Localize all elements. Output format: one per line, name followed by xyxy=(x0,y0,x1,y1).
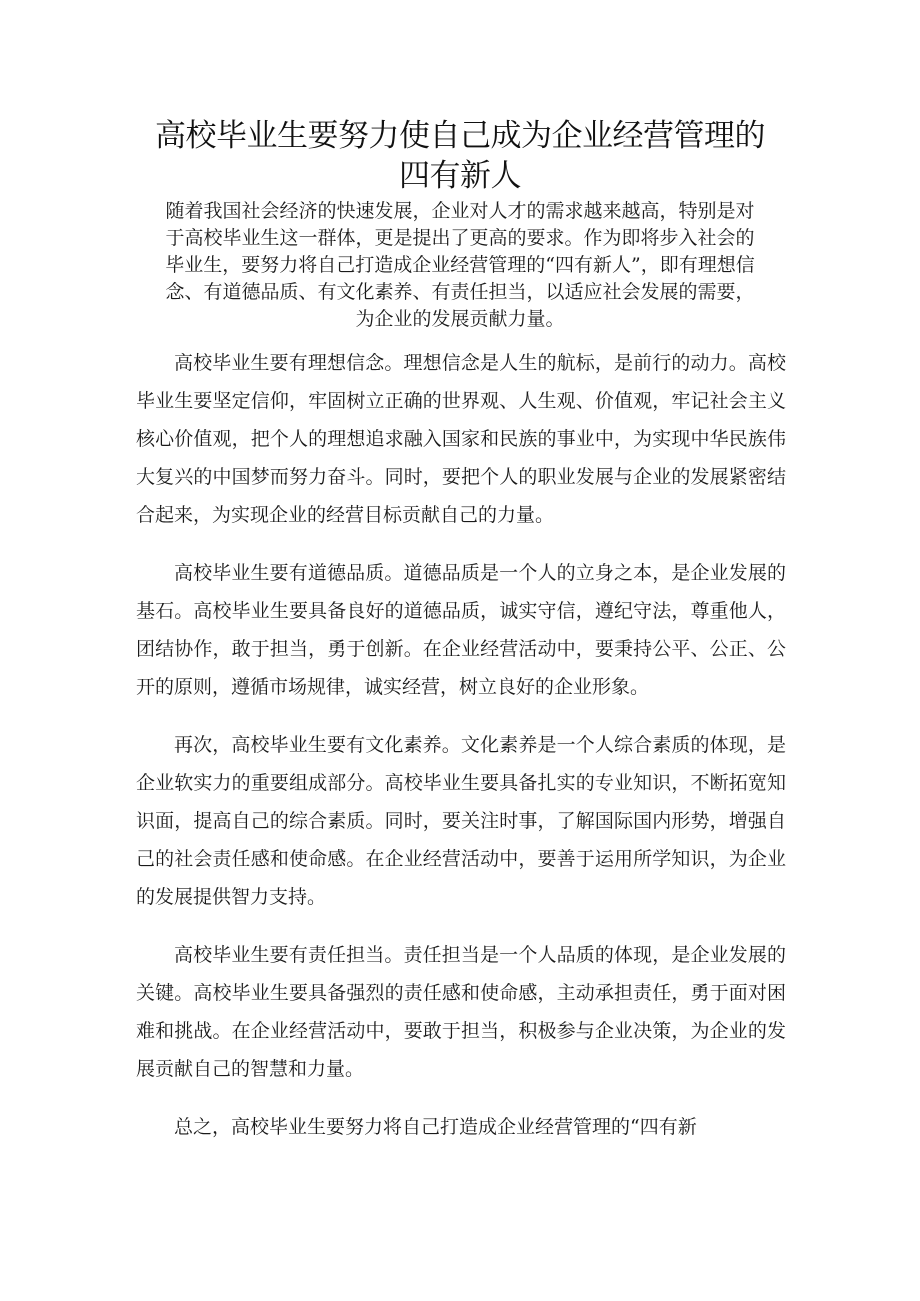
paragraph-responsibility: 高校毕业生要有责任担当。责任担当是一个人品质的体现，是企业发展的关键。高校毕业生要具备强烈的责任感和使命感，主动承担责任，勇于面对困难和挑战。在企业经营活动中，要敢于担当，积极参与企业决策，为企业的发展贡献自己的智慧和力量。 xyxy=(136,944,786,1080)
paragraph-morality: 高校毕业生要有道德品质。道德品质是一个人的立身之本，是企业发展的基石。高校毕业生要具备良好的道德品质，诚实守信，遵纪守法，尊重他人，团结协作，敢于担当，勇于创新。在企业经营活动中，要秉持公平、公正、公开的原则，遵循市场规律，诚实经营，树立良好的企业形象。 xyxy=(136,562,786,698)
document-body xyxy=(136,344,786,1166)
document-abstract: 随着我国社会经济的快速发展，企业对人才的需求越来越高，特别是对于高校毕业生这一群体，更是提出了更高的要求。作为即将步入社会的毕业生，要努力将自己打造成企业经营管理的“四有新人”，即有理想信念、有道德品质、有文化素养、有责任担当，以适应社会发展的需要，为企业的发展贡献力量。 xyxy=(165,200,755,330)
document-title: 高校毕业生要努力使自己成为企业经营管理的四有新人 xyxy=(155,118,765,194)
paragraph-culture: 再次，高校毕业生要有文化素养。文化素养是一个人综合素质的体现，是企业软实力的重要组成部分。高校毕业生要具备扎实的专业知识，不断拓宽知识面，提高自己的综合素质。同时，要关注时事，了解国际国内形势，增强自己的社会责任感和使命感。在企业经营活动中，要善于运用所学知识，为企业的发展提供智力支持。 xyxy=(136,734,786,908)
paragraph-conclusion: 总之，高校毕业生要努力将自己打造成企业经营管理的“四有新 xyxy=(174,1116,697,1138)
paragraph-ideals: 高校毕业生要有理想信念。理想信念是人生的航标，是前行的动力。高校毕业生要坚定信仰，牢固树立正确的世界观、人生观、价值观，牢记社会主义核心价值观，把个人的理想追求融入国家和民族的事业中，为实现中华民族伟大复兴的中国梦而努力奋斗。同时，要把个人的职业发展与企业的发展紧密结合起来，为实现企业的经营目标贡献自己的力量。 xyxy=(136,352,786,526)
